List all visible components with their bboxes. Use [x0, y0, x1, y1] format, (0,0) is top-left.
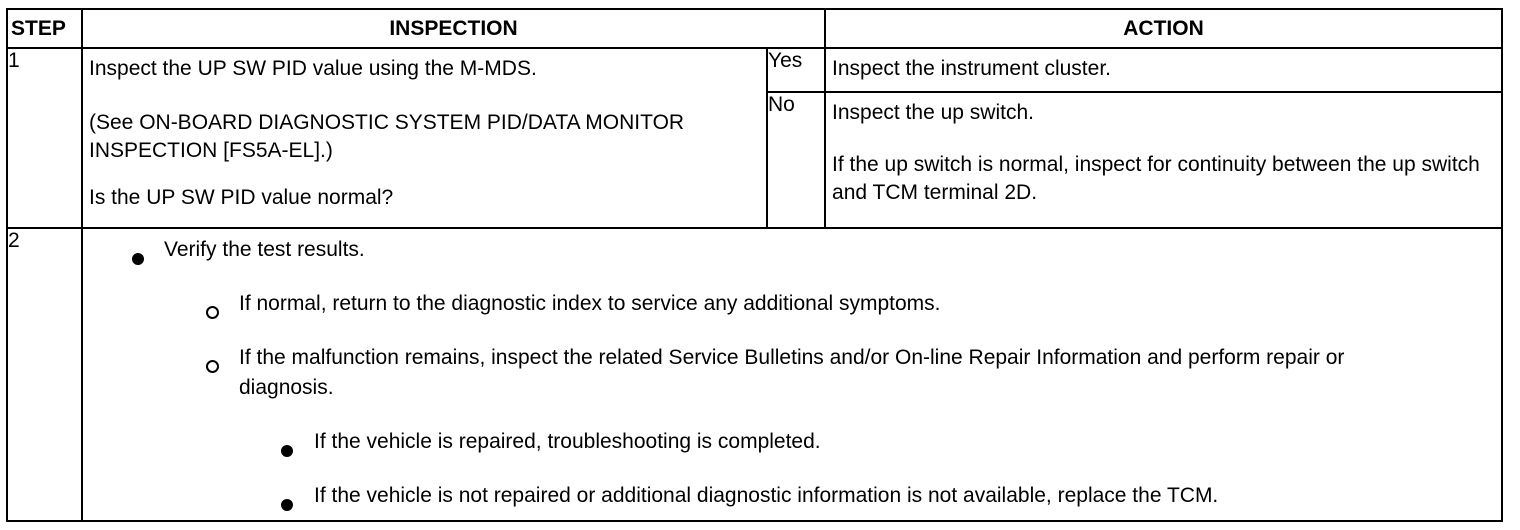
- filled-bullet-icon: [132, 244, 144, 274]
- no-action-cell: [825, 92, 1502, 228]
- yes-action-cell: [825, 48, 1502, 92]
- yes-action-text: Inspect the instrument cluster.: [832, 57, 1111, 80]
- header-row: [7, 9, 1502, 48]
- list-item: [239, 289, 1501, 319]
- inspection-header: INSPECTION: [82, 9, 825, 48]
- step2-sub-sub-item-text: If the vehicle is repaired, troubleshooting is completed.: [314, 430, 821, 453]
- list-item: [164, 235, 1501, 265]
- step-header: STEP: [7, 9, 82, 48]
- step1-yes-row: [7, 48, 1502, 92]
- action-header: ACTION: [825, 9, 1502, 48]
- step2-sub-sub-item-text: If the vehicle is not repaired or additional diagnostic information is not available, replace the TCM.: [314, 484, 1219, 507]
- step2-content-cell: [82, 228, 1502, 521]
- step2-number: 2: [7, 228, 82, 521]
- filled-bullet-icon: [281, 436, 293, 466]
- list-item: [314, 427, 1501, 457]
- step1-number: 1: [7, 48, 82, 228]
- hollow-bullet-icon: [206, 352, 219, 382]
- step2-row: [7, 228, 1502, 521]
- no-action-detail-text: If the up switch is normal, inspect for continuity between the up switch and TCM terminal 2D.: [832, 153, 1480, 204]
- list-item: [314, 481, 1501, 511]
- hollow-bullet-icon: [206, 298, 219, 328]
- no-action-text: Inspect the up switch.: [832, 101, 1034, 124]
- step2-sub-item-text: If the malfunction remains, inspect the related Service Bulletins and/or On-line Repair Information and perform repair or diagnosis.: [239, 346, 1345, 399]
- yes-label: Yes: [767, 48, 825, 92]
- no-label: No: [767, 92, 825, 228]
- step2-bullet-text: Verify the test results.: [164, 238, 365, 261]
- filled-bullet-icon: [281, 490, 293, 520]
- step1-inspection-cell: [82, 48, 767, 228]
- step1-question-text: Is the UP SW PID value normal?: [89, 186, 394, 209]
- list-item: [239, 343, 1379, 403]
- diagnostic-table: [6, 8, 1503, 522]
- step1-reference-text: (See ON-BOARD DIAGNOSTIC SYSTEM PID/DATA MONITOR INSPECTION [FS5A-EL].): [89, 111, 685, 162]
- step1-inspection-text: Inspect the UP SW PID value using the M-MDS.: [89, 57, 537, 80]
- step2-sub-item-text: If normal, return to the diagnostic index to service any additional symptoms.: [239, 292, 941, 315]
